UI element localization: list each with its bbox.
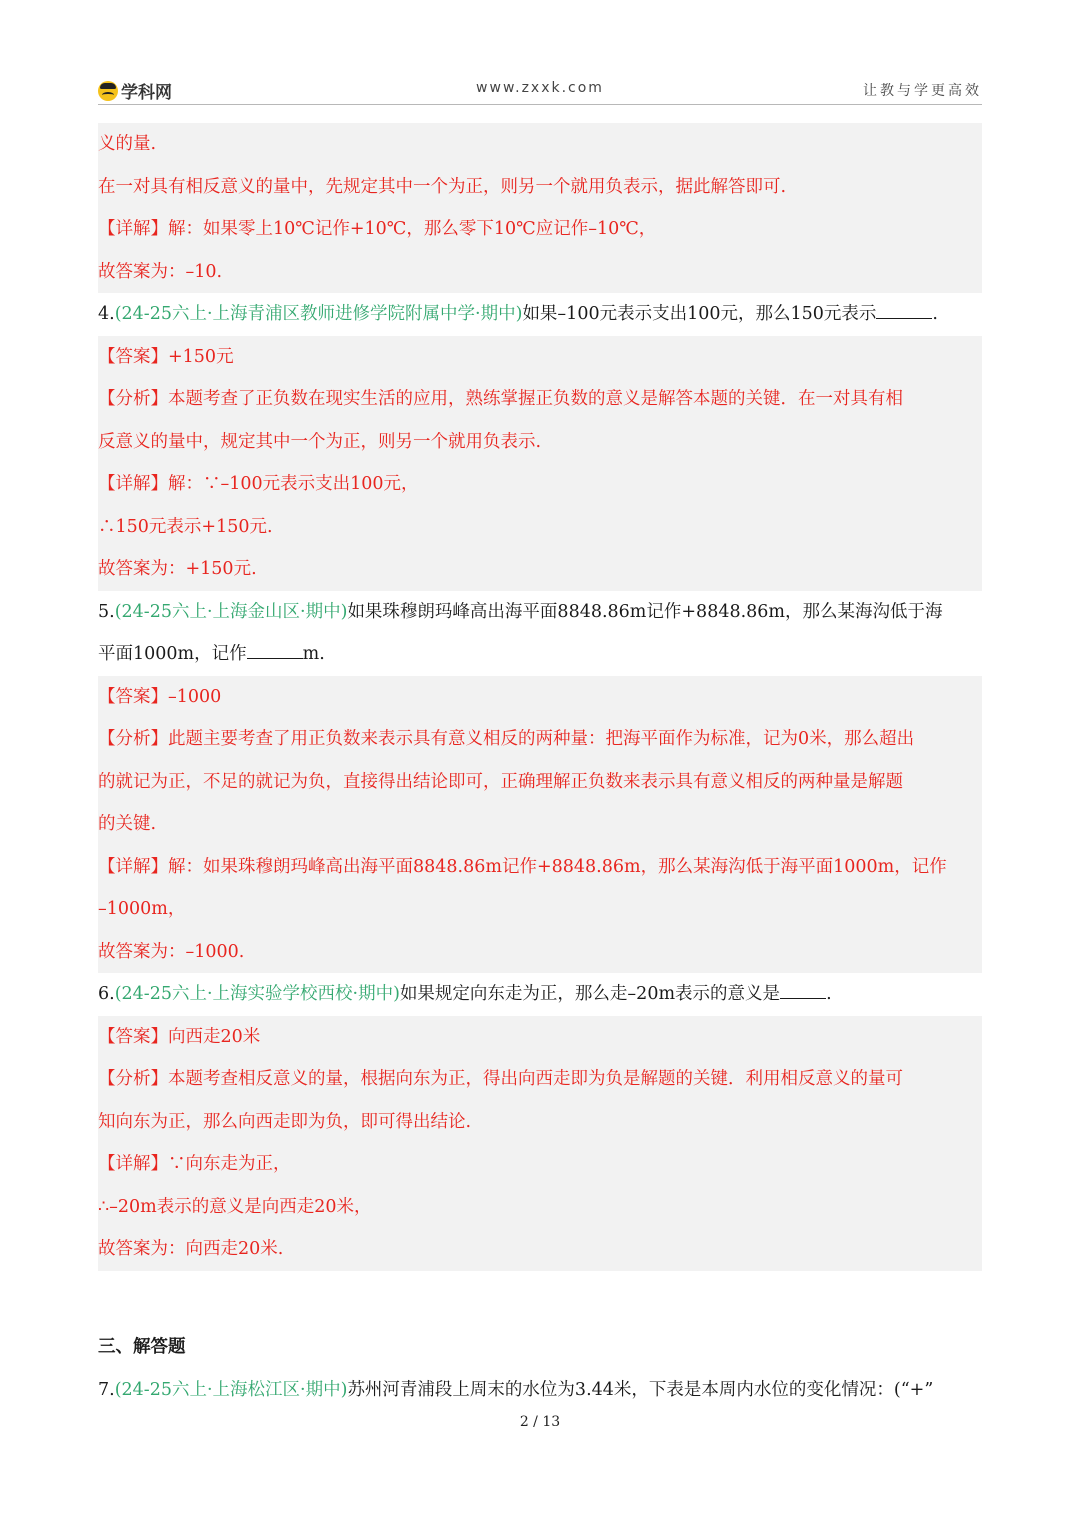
q6-analysis-line-1: 【分析】本题考查相反意义的量，根据向东为正，得出向西走即为负是解题的关键．利用相反意义的量可 xyxy=(98,1069,903,1089)
q3-analysis-tail: 义的量. xyxy=(98,134,157,154)
q4-answer: 【答案】+150元 xyxy=(98,346,234,367)
q7-text: 苏州河青浦段上周末的水位为3.44米，下表是本周内水位的变化情况：(“+” xyxy=(347,1379,934,1400)
q3-final-answer: 故答案为：–10. xyxy=(98,261,223,282)
q6-detail-line-1: 【详解】∵向东走为正， xyxy=(98,1154,291,1174)
q5-answer-blank xyxy=(247,642,303,659)
q7-source: (24-25六上·上海松江区·期中) xyxy=(114,1379,348,1400)
q4-detail-line-2: ∴150元表示+150元. xyxy=(98,516,273,537)
q5-analysis-line-1: 【分析】此题主要考查了用正负数来表示具有意义相反的两种量：把海平面作为标准，记为0米，那么超出 xyxy=(98,729,915,749)
q6-answer-blank xyxy=(780,982,826,999)
q7-number: 7. xyxy=(98,1379,115,1400)
q6-text: 如果规定向东走为正，那么走–20m表示的意义是 xyxy=(399,984,781,1004)
q5-solution-block xyxy=(98,676,982,974)
q5-answer: 【答案】–1000 xyxy=(98,686,222,707)
q5-number: 5. xyxy=(98,601,115,622)
q4-number: 4. xyxy=(98,304,115,324)
q4-final-answer: 故答案为：+150元. xyxy=(98,559,257,579)
q6-text-end: . xyxy=(826,984,832,1004)
q6-final-answer: 故答案为：向西走20米. xyxy=(98,1239,284,1259)
q5-question-line-2 xyxy=(98,633,982,676)
q5-analysis-line-2: 的就记为正，不足的就记为负，直接得出结论即可，正确理解正负数来表示具有意义相反的两种量是解题 xyxy=(98,771,903,792)
q4-text-end: . xyxy=(932,304,938,324)
q5-final-answer: 故答案为：–1000. xyxy=(98,941,245,962)
q4-question xyxy=(98,293,982,336)
q4-detail-line-1: 【详解】解：∵–100元表示支出100元， xyxy=(98,474,419,494)
q6-detail-line-2: ∴–20m表示的意义是向西走20米， xyxy=(98,1196,372,1217)
q6-question xyxy=(98,973,982,1016)
q4-analysis-line-2: 反意义的量中，规定其中一个为正，则另一个就用负表示. xyxy=(98,431,542,452)
q5-text-1: 如果珠穆朗玛峰高出海平面8848.86m记作+8848.86m，那么某海沟低于海 xyxy=(347,601,943,622)
q5-source: (24-25六上·上海金山区·期中) xyxy=(114,601,348,622)
q3-solution-block xyxy=(98,123,982,293)
q3-detail: 【详解】解：如果零上10℃记作+10℃，那么零下10℃应记作–10℃， xyxy=(98,219,657,239)
section-title: 三、解答题 xyxy=(98,1336,186,1357)
site-url: www.zxxk.com xyxy=(476,80,604,96)
q6-solution-block xyxy=(98,1016,982,1271)
q4-analysis-line-1: 【分析】本题考查了正负数在现实生活的应用，熟练掌握正负数的意义是解答本题的关键．在一对具有相 xyxy=(98,389,903,409)
q3-analysis-line: 在一对具有相反意义的量中，先规定其中一个为正，则另一个就用负表示，据此解答即可. xyxy=(98,176,787,197)
q5-detail-line-1: 【详解】解：如果珠穆朗玛峰高出海平面8848.86m记作+8848.86m，那么某海沟低于海平面1000m，记作 xyxy=(98,856,947,877)
page-number: 2 / 13 xyxy=(519,1414,561,1430)
q6-number: 6. xyxy=(98,984,115,1004)
q4-answer-blank xyxy=(876,302,932,319)
q5-detail-line-2: –1000m， xyxy=(98,899,186,919)
q5-text-2-end: m. xyxy=(302,644,325,664)
page-content xyxy=(98,123,982,1411)
q5-question-line-1 xyxy=(98,591,982,634)
q5-text-2: 平面1000m，记作 xyxy=(98,644,247,664)
header-slogan: 让教与学更高效 xyxy=(863,83,982,99)
logo-text: 学科网 xyxy=(121,83,172,103)
q6-analysis-line-2: 知向东为正，那么向西走即为负，即可得出结论. xyxy=(98,1111,472,1132)
q7-question xyxy=(98,1369,982,1412)
q4-text: 如果–100元表示支出100元，那么150元表示 xyxy=(522,304,877,324)
q5-analysis-line-3: 的关键. xyxy=(98,814,157,834)
q4-solution-block xyxy=(98,336,982,591)
section-gap xyxy=(98,1271,982,1325)
q6-source: (24-25六上·上海实验学校西校·期中) xyxy=(114,984,400,1004)
q6-answer: 【答案】向西走20米 xyxy=(98,1026,261,1047)
page-header xyxy=(98,74,982,105)
q4-source: (24-25六上·上海青浦区教师进修学院附属中学·期中) xyxy=(114,304,523,324)
